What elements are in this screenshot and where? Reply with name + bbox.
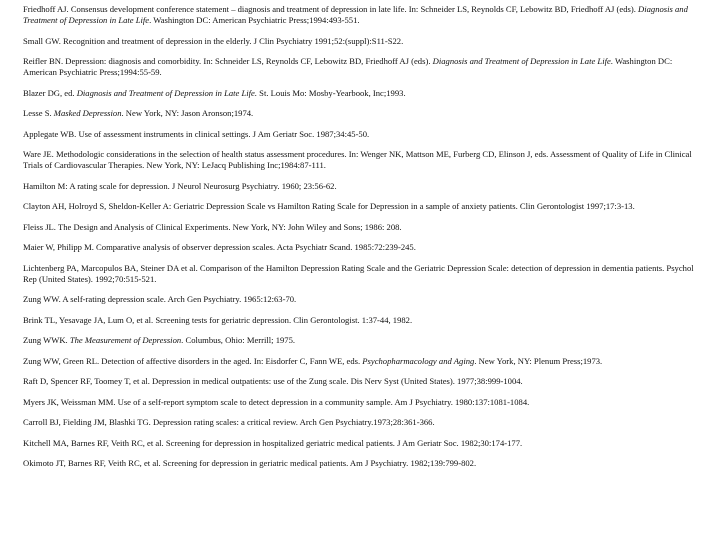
- reference-text: Okimoto JT, Barnes RF, Veith RC, et al. Screening for depression in geriatric medical patients. Am J Psychiatry. 1982;139:799-802.: [23, 458, 477, 468]
- reference-text: Zung WWK.: [23, 335, 70, 345]
- reference-title: The Measurement of Depression: [69, 335, 182, 345]
- reference-item: [23, 56, 698, 78]
- reference-item: [23, 149, 698, 171]
- reference-text: Small GW. Recognition and treatment of depression in the elderly. J Clin Psychiatry 1991;52:(suppl):S11-S22.: [23, 35, 404, 46]
- reference-text: Clayton AH, Holroyd S, Sheldon-Keller A: Geriatric Depression Scale vs Hamilton Rating Scale for Depression in a sample of anxiety patients. Clin Gerontologist 1997;17:3-13.: [23, 201, 635, 211]
- reference-title: Diagnosis and Treatment of Depression in Late Life: [23, 4, 688, 25]
- reference-item: [23, 88, 698, 99]
- reference-text: Friedhoff AJ. Consensus development conference statement – diagnosis and treatment of depression in late life. In: Schneider LS, Reynolds CF, Lebowitz BD, Friedhoff AJ (eds).: [23, 4, 638, 14]
- reference-text: Zung WW, Green RL. Detection of affective disorders in the aged. In: Eisdorfer C, Fann WE, eds.: [23, 355, 363, 366]
- reference-item: [23, 129, 698, 140]
- reference-title: Diagnosis and Treatment of Depression in Late Life.: [76, 87, 258, 98]
- reference-text: . Washington DC: American Psychiatric Press;1994:493-551.: [149, 15, 360, 25]
- reference-item: [23, 356, 698, 367]
- reference-text: Kitchell MA, Barnes RF, Veith RC, et al. Screening for depression in hospitalized geriatric medical patients. J Am Geriatr Soc. 1982;30:174-177.: [23, 437, 523, 448]
- reference-text: . Washington DC: American Psychiatric Press;1994:55-59.: [23, 56, 673, 77]
- reference-item: [23, 376, 698, 387]
- reference-text: Blazer DG, ed.: [23, 87, 77, 98]
- reference-text: Lichtenberg PA, Marcopulos BA, Steiner DA et al. Comparison of the Hamilton Depression Rating Scale and the Geriatric Depression Scale: detection of depression in dementia patients. Psychol Rep (United States). 1992;70:515-521.: [23, 262, 694, 284]
- reference-text: Carroll BJ, Fielding JM, Blashki TG. Depression rating scales: a critical review. Arch Gen Psychiatry.1973;28:361-366.: [23, 417, 435, 427]
- reference-text: Reifler BN. Depression: diagnosis and comorbidity. In: Schneider LS, Reynolds CF, Lebowitz BD, Friedhoff AJ (eds).: [23, 56, 433, 66]
- reference-text: Ware JE. Methodologic considerations in the selection of health status assessment procedures. In: Wenger NK, Mattson ME, Furberg CD, Elinson J, eds. Assessment of Quality of Life in Clinical Trials of Cardiovascular Therapies. New York, NY: LeJacq Publishing Inc;1984:87-111.: [23, 149, 692, 170]
- reference-item: [23, 201, 698, 212]
- reference-item: [23, 438, 698, 449]
- reference-text: Applegate WB. Use of assessment instruments in clinical settings. J Am Geriatr Soc. 1987;34:45-50.: [23, 128, 370, 139]
- reference-text: Maier W, Philipp M. Comparative analysis of observer depression scales. Acta Psychiatr Scand. 1985:72:239-245.: [23, 242, 416, 252]
- reference-text: Fleiss JL. The Design and Analysis of Clinical Experiments. New York, NY: John Wiley and Sons; 1986: 208.: [23, 221, 402, 232]
- reference-item: [23, 397, 698, 408]
- reference-list: [23, 4, 698, 479]
- reference-title: Psychopharmacology and Aging: [362, 355, 475, 366]
- reference-title: Diagnosis and Treatment of Depression in Late Life: [432, 56, 611, 66]
- reference-text: Lesse S.: [23, 108, 54, 118]
- reference-item: [23, 315, 698, 326]
- reference-item: [23, 294, 698, 305]
- reference-text: Zung WW. A self-rating depression scale. Arch Gen Psychiatry. 1965:12:63-70.: [23, 294, 297, 304]
- reference-item: [23, 108, 698, 119]
- reference-text: . Columbus, Ohio: Merrill; 1975.: [181, 335, 296, 345]
- reference-item: [23, 335, 698, 346]
- reference-title: Masked Depression: [53, 108, 122, 118]
- reference-text: St. Louis Mo: Mosby-Yearbook, Inc;1993.: [257, 87, 406, 98]
- reference-text: Myers JK, Weissman MM. Use of a self-report symptom scale to detect depression in a community sample. Am J Psychiatry. 1980:137:1081-1084.: [23, 396, 530, 407]
- reference-text: Raft D, Spencer RF, Toomey T, et al. Depression in medical outpatients: use of the Zung scale. Dis Nerv Syst (United States). 1977;38:999-1004.: [23, 376, 523, 386]
- reference-text: . New York, NY: Jason Aronson;1974.: [121, 108, 254, 118]
- reference-item: [23, 222, 698, 233]
- reference-text: . New York, NY: Plenum Press;1973.: [474, 355, 603, 366]
- reference-item: [23, 36, 698, 47]
- reference-item: [23, 242, 698, 253]
- reference-item: [23, 4, 698, 26]
- reference-item: [23, 263, 698, 285]
- reference-item: [23, 417, 698, 428]
- reference-text: Hamilton M: A rating scale for depression. J Neurol Neurosurg Psychiatry. 1960; 23:56-62.: [23, 180, 337, 191]
- reference-item: [23, 458, 698, 469]
- reference-item: [23, 181, 698, 192]
- reference-text: Brink TL, Yesavage JA, Lum O, et al. Screening tests for geriatric depression. Clin Gerontologist. 1:37-44, 1982.: [23, 314, 413, 325]
